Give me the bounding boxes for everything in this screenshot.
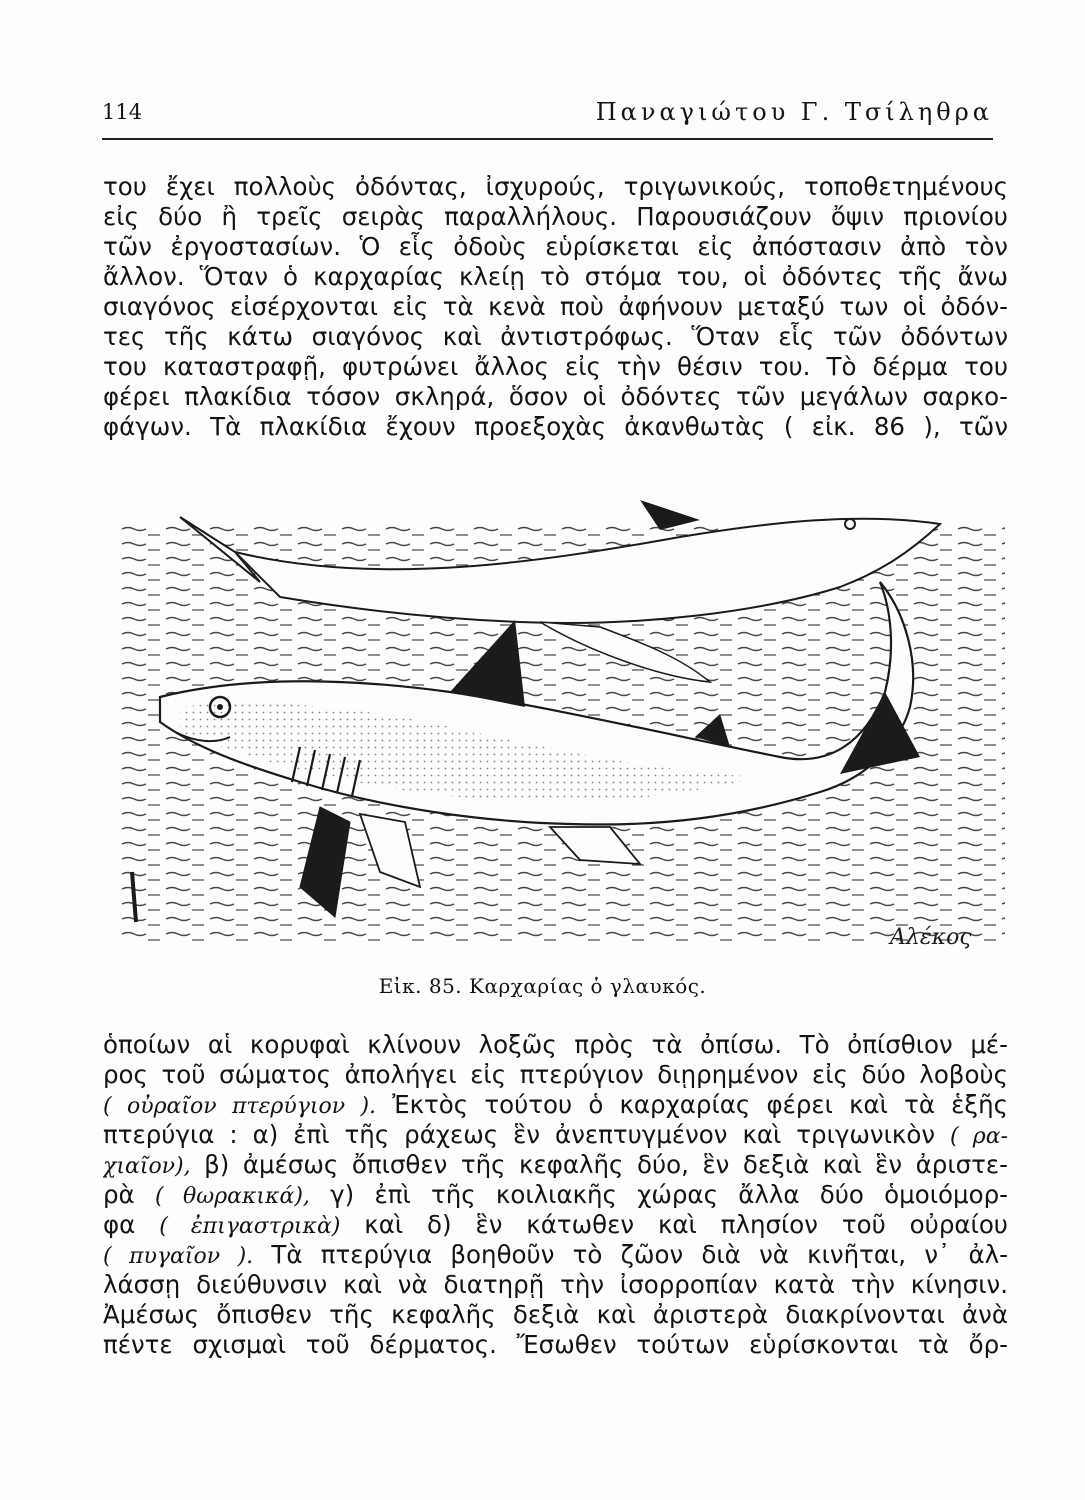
text-line — [103, 1180, 1008, 1210]
text-line: του ἔχει πολλοὺς ὀδόντας, ἰσχυρούς, τριγωνικούς, τοποθετημένους — [103, 172, 1008, 201]
latin-term: ( πυγαῖον ). — [103, 1244, 254, 1269]
text-line: σιαγόνος εἰσέρχονται εἰς τὰ κενὰ ποὺ ἀφήνουν μεταξύ των οἱ ὀδόν- — [103, 292, 1008, 321]
text-line — [103, 1120, 1008, 1150]
text-line — [103, 1240, 1008, 1270]
text-line — [103, 1210, 1008, 1240]
text-line: ρος τοῦ σώματος ἀπολήγει εἰς πτερύγιον διῃρημένον εἰς δύο λοβοὺς — [103, 1060, 1008, 1089]
text-line: φάγων. Τὰ πλακίδια ἔχουν προεξοχὰς ἀκανθωτὰς ( εἰκ. 86 ), τῶν — [103, 412, 1008, 441]
text-line: εἰς δύο ἢ τρεῖς σειρὰς παραλλήλους. Παρουσιάζουν ὄψιν πριονίου — [103, 202, 1008, 231]
text-line: του καταστραφῇ, φυτρώνει ἄλλος εἰς τὴν θέσιν του. Τὸ δέρμα του — [103, 352, 1008, 381]
line-segment: β) ἀμέσως ὄπισθεν τῆς κεφαλῆς δύο, ἓν δεξιὰ καὶ ἓν ἀριστε- — [190, 1150, 1008, 1179]
latin-term: χιαῖον), — [103, 1154, 191, 1179]
figure-caption: Εἰκ. 85. Καρχαρίας ὁ γλαυκός. — [378, 974, 707, 998]
body-text-bottom — [103, 1030, 1008, 1360]
line-segment: φα — [103, 1210, 160, 1239]
line-segment: καὶ δ) ἓν κάτωθεν καὶ πλησίον τοῦ οὐραίου — [340, 1210, 1008, 1239]
latin-term: ( ἐπιγαστρικὰ) — [159, 1214, 341, 1239]
text-line: ἄλλον. Ὅταν ὁ καρχαρίας κλείῃ τὸ στόμα του, οἱ ὀδόντες τῆς ἄνω — [103, 262, 1008, 291]
line-segment: Τὰ πτερύγια βοηθοῦν τὸ ζῶον διὰ νὰ κινῆται, ν᾽ ἀλ- — [253, 1240, 1008, 1269]
text-line: τες τῆς κάτω σιαγόνος καὶ ἀντιστρόφως. Ὅταν εἷς τῶν ὀδόντων — [103, 322, 1008, 351]
line-segment: πτερύγια : α) ἐπὶ τῆς ράχεως ἓν ἀνεπτυγμένον καὶ τριγωνικὸν — [103, 1120, 936, 1149]
body-text-top — [103, 172, 1008, 442]
running-head: Παναγιώτου Γ. Τσίληθρα — [595, 98, 993, 126]
text-line: τῶν ἐργοστασίων. Ὁ εἷς ὀδοὺς εὑρίσκεται εἰς ἀπόστασιν ἀπὸ τὸν — [103, 232, 1008, 261]
line-segment: Ἐκτὸς τούτου ὁ καρχαρίας φέρει καὶ τὰ ἑξῆς — [376, 1090, 1008, 1119]
page-header — [102, 98, 993, 140]
text-line: φέρει πλακίδια τόσον σκληρά, ὅσον οἱ ὀδόντες τῶν μεγάλων σαρκο- — [103, 382, 1008, 411]
text-line: λάσσῃ διεύθυνσιν καὶ νὰ διατηρῇ τὴν ἰσορροπίαν κατὰ τὴν κίνησιν. — [103, 1270, 1008, 1299]
artist-signature: Αλέκος — [890, 925, 972, 950]
text-line: ὁποίων αἱ κορυφαὶ κλίνουν λοξῶς πρὸς τὰ ὀπίσω. Τὸ ὀπίσθιον μέ- — [103, 1030, 1008, 1059]
latin-term: ( οὐραῖον πτερύγιον ). — [103, 1094, 377, 1119]
text-line: Ἀμέσως ὄπισθεν τῆς κεφαλῆς δεξιὰ καὶ ἀριστερὰ διακρίνονται ἀνὰ — [103, 1300, 1008, 1329]
line-segment: ρὰ — [103, 1180, 155, 1209]
text-line — [103, 1150, 1008, 1180]
page-number: 114 — [102, 100, 143, 124]
text-line: πέντε σχισμαὶ τοῦ δέρματος. Ἔσωθεν τούτων εὑρίσκονται τὰ ὄρ- — [103, 1330, 1008, 1359]
latin-term: ( θωρακικά), — [154, 1184, 310, 1209]
text-line — [103, 1090, 1008, 1120]
shark-illustration — [120, 492, 1005, 957]
latin-term: ( ρα- — [950, 1124, 1008, 1149]
line-segment: γ) ἐπὶ τῆς κοιλιακῆς χώρας ἄλλα δύο ὁμοιόμορ- — [309, 1180, 1008, 1209]
